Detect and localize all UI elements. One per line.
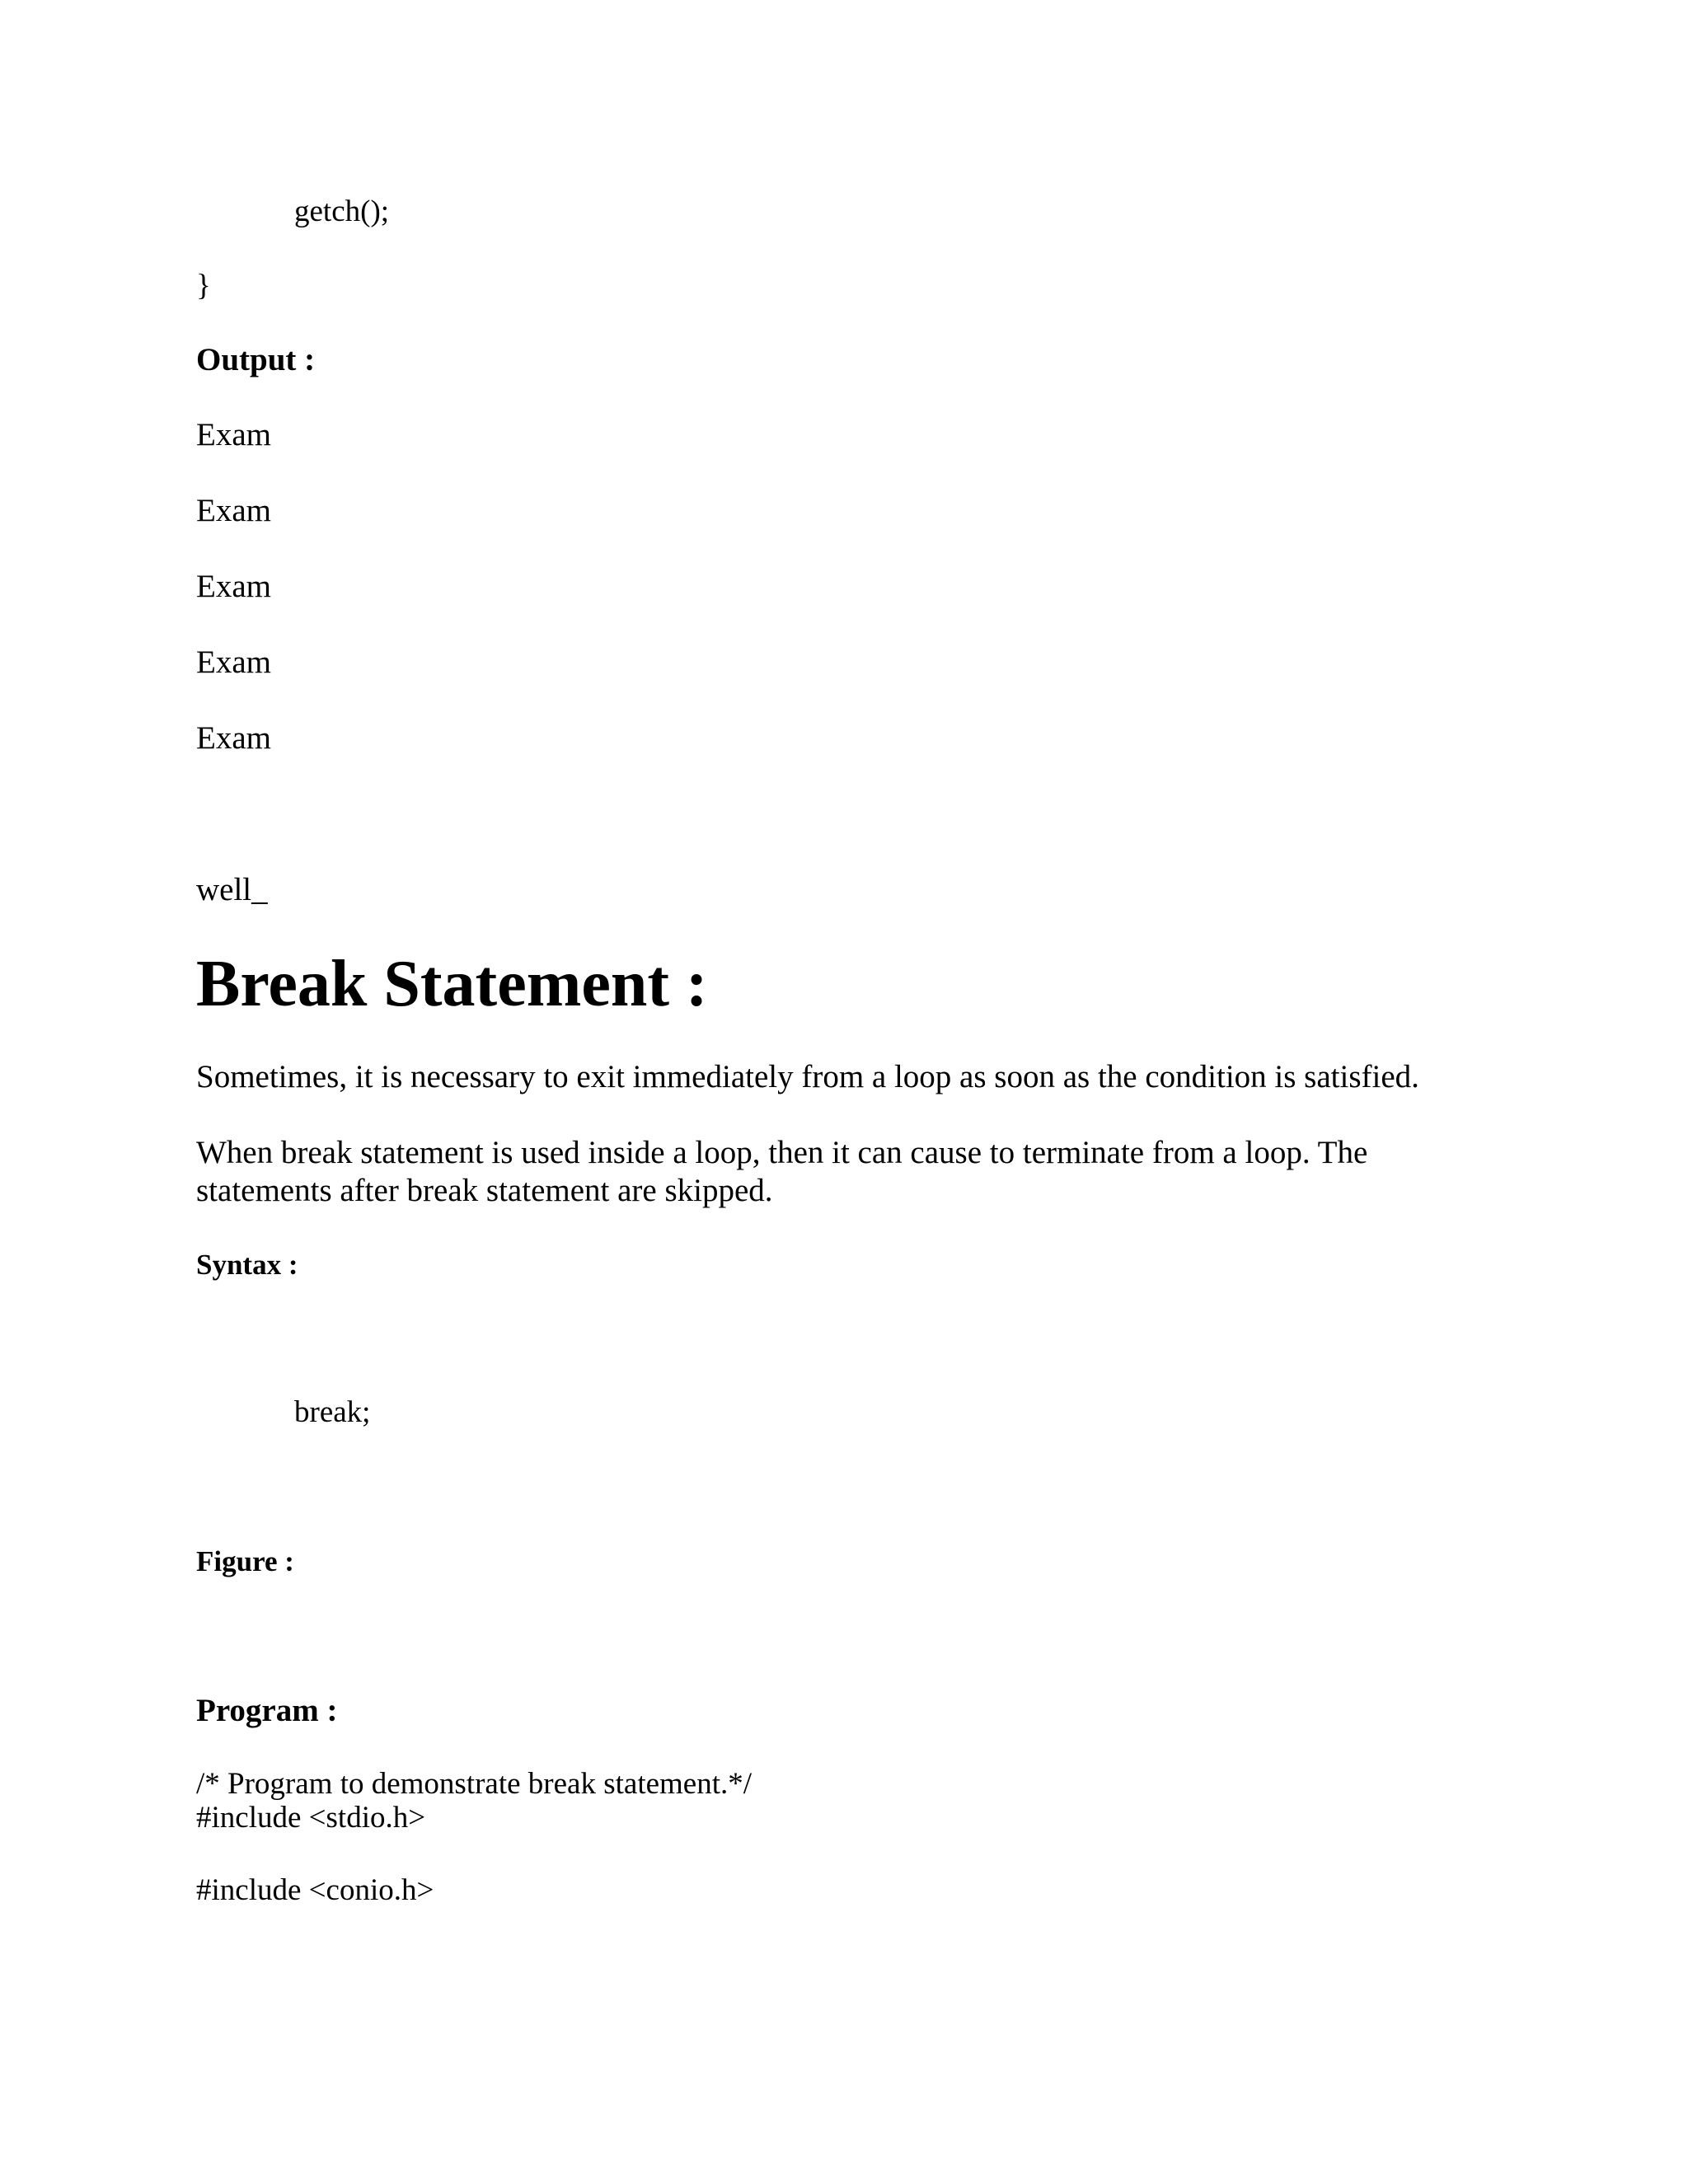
program-code-line: /* Program to demonstrate break statement.*/ xyxy=(196,1767,753,1801)
output-line: Exam xyxy=(196,720,271,756)
code-line-closing-brace: } xyxy=(196,269,211,302)
output-line: Exam xyxy=(196,417,271,452)
code-line-getch: getch(); xyxy=(294,194,390,228)
paragraph-intro: Sometimes, it is necessary to exit immediately from a loop as soon as the condition is satisfied. xyxy=(196,1059,1419,1094)
program-code-line: #include <conio.h> xyxy=(196,1873,434,1907)
section-title: Break Statement : xyxy=(196,948,708,1020)
figure-heading: Figure : xyxy=(196,1545,294,1577)
program-heading: Program : xyxy=(196,1693,338,1728)
paragraph-description: When break statement is used inside a loop, then it can cause to terminate from a loop. The statements after break statement are skipped. xyxy=(196,1135,1368,1208)
syntax-code: break; xyxy=(294,1395,371,1429)
output-line: Exam xyxy=(196,493,271,528)
syntax-heading: Syntax : xyxy=(196,1249,298,1281)
output-trailing-text: well_ xyxy=(196,872,268,907)
program-code-line: #include <stdio.h> xyxy=(196,1801,426,1835)
output-line: Exam xyxy=(196,644,271,680)
output-line: Exam xyxy=(196,569,271,604)
output-heading: Output : xyxy=(196,342,316,377)
